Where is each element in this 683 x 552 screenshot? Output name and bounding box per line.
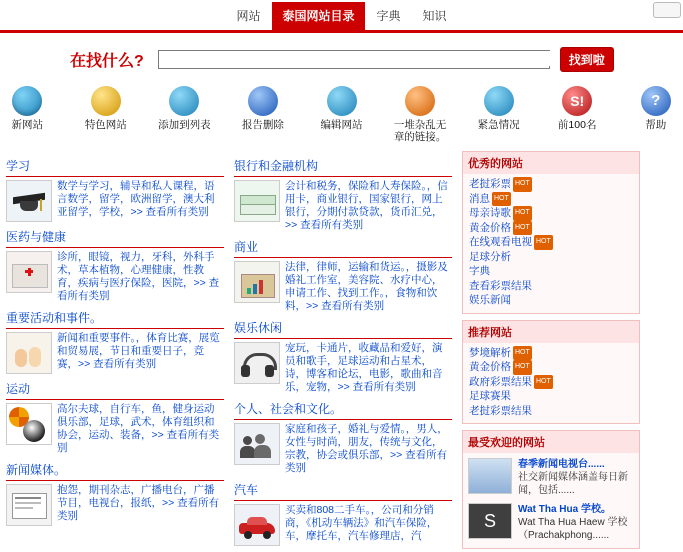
link-watch-tv-online[interactable]: 在线观看电视 — [469, 236, 532, 248]
quick-link-label: 紧急情况 — [477, 119, 520, 131]
search-submit-button[interactable]: 找到啦 — [560, 47, 614, 72]
help-icon: ? — [641, 86, 671, 116]
category-row — [6, 403, 224, 455]
search-bar — [0, 33, 683, 84]
emergency-icon — [484, 86, 514, 116]
link-government-lottery-results[interactable]: 政府彩票结果 — [469, 375, 532, 388]
category-links-study[interactable]: 数学与学习，辅导和私人课程，语言数学，留学，欧洲留学，澳大利亚留学，学校，>> 查看所有类别 — [57, 180, 215, 218]
panel-excellent-sites — [462, 151, 640, 314]
featured-sites-icon — [91, 86, 121, 116]
list-item — [469, 264, 633, 279]
tv-news-thumb — [468, 458, 512, 494]
category-links-events[interactable]: 新闻和重要事件。，体育比赛，展览和贸易展，节日和重要日子，竞赛，>> 查看所有类别 — [57, 332, 220, 370]
quick-link-label: 添加到列表 — [158, 119, 211, 131]
broken-links-icon — [405, 86, 435, 116]
quick-link-featured-sites[interactable] — [79, 86, 134, 143]
panel-most-popular-sites — [462, 430, 640, 549]
graduation-cap-icon — [6, 180, 52, 222]
wat-logo-thumb: S — [468, 503, 512, 539]
category-row — [234, 423, 452, 475]
panel-title: 最受欢迎的网站 — [463, 431, 639, 453]
quick-link-new-sites[interactable] — [0, 86, 55, 143]
link-lottery-results[interactable]: 查看彩票结果 — [469, 279, 532, 292]
list-item — [469, 404, 633, 419]
link-lottery-laos[interactable]: 老挝彩票 — [469, 178, 511, 190]
quick-link-label: 报告删除 — [241, 119, 284, 131]
list-item — [469, 375, 633, 390]
link-gold-price[interactable]: 黄金价格 — [469, 221, 511, 234]
category-title-sports[interactable]: 运动 — [6, 380, 224, 400]
category-links-personal-society[interactable]: 家庭和孩子，婚礼与爱情。，男人，女性与时尚，朋友，传统与文化，宗教，协会或俱乐部，>> 查看所有类别 — [285, 423, 448, 474]
add-to-list-icon — [169, 86, 199, 116]
list-item — [469, 293, 633, 308]
category-row — [234, 342, 452, 394]
browser-corner-control[interactable] — [653, 2, 681, 18]
category-links-sports[interactable]: 高尔夫球，自行车，鱼，健身运动俱乐部，足球，武术，体育组织和协会，运动、装备，>> 查看所有类别 — [57, 403, 220, 454]
category-row — [234, 261, 452, 313]
red-car-icon — [234, 504, 280, 546]
money-stack-icon — [234, 180, 280, 222]
link-mother-poems[interactable]: 母亲诗歌 — [469, 207, 511, 219]
top-navigation-bar — [0, 0, 683, 33]
category-row — [6, 180, 224, 222]
list-item — [469, 221, 633, 236]
tab-websites[interactable]: 网站 — [236, 9, 261, 23]
quick-link-add-to-list[interactable] — [157, 86, 212, 143]
panel-list — [463, 174, 639, 313]
category-links-banking-finance[interactable]: 会计和税务，保险和人寿保险。，信用卡，商业银行，国家银行，网上银行，分期付款贷款，货币汇兑，>> 查看所有类别 — [285, 180, 448, 231]
search-label: 在找什么? — [70, 53, 144, 70]
link-gold-price-2[interactable]: 黄金价格 — [469, 361, 511, 373]
directory-column-1 — [6, 151, 224, 532]
list-item — [469, 346, 633, 361]
quick-link-report-delete[interactable] — [236, 86, 291, 143]
quick-link-label: 一堆杂乱无章的链接。 — [393, 119, 447, 143]
popular-item-1[interactable] — [463, 453, 639, 503]
list-item — [469, 360, 633, 375]
panel-list — [463, 343, 639, 424]
family-group-icon — [234, 423, 280, 465]
category-title-entertainment[interactable]: 娱乐休闲 — [234, 319, 452, 339]
category-links-entertainment[interactable]: 宠玩，卡通片，收藏品和爱好，演员和歌手，足球运动和占星术，诗，博客和论坛，电影，歌曲和音乐，宠物，>> 查看所有类别 — [285, 342, 443, 393]
link-dream-interpretation[interactable]: 梦境解析 — [469, 346, 511, 359]
category-row — [6, 484, 224, 526]
hot-badge: HOT — [492, 192, 511, 207]
hands-clap-icon — [6, 332, 52, 374]
category-title-cars[interactable]: 汽车 — [234, 481, 452, 501]
category-links-news-media[interactable]: 抱怨，期刊杂志，广播电台，广播节目，电视台，报纸，>> 查看所有类别 — [57, 484, 220, 522]
category-row — [234, 504, 452, 546]
list-item — [469, 279, 633, 294]
link-laos-lottery-results[interactable]: 老挝彩票结果 — [469, 404, 532, 417]
quick-link-help[interactable] — [628, 86, 683, 143]
panel-title: 优秀的网站 — [463, 152, 639, 174]
hot-badge: HOT — [513, 346, 532, 361]
category-title-events[interactable]: 重要活动和事件。 — [6, 309, 224, 329]
search-input[interactable] — [159, 51, 553, 66]
list-item — [469, 250, 633, 265]
quick-link-label: 帮助 — [645, 119, 667, 131]
popular-item-1-link[interactable]: 春季新闻电视台...... — [518, 459, 605, 470]
category-title-medicine-health[interactable]: 医药与健康 — [6, 228, 224, 248]
sidebar-panels — [462, 151, 640, 549]
quick-link-broken-links[interactable] — [393, 86, 448, 143]
category-row — [6, 332, 224, 374]
list-item — [469, 206, 633, 221]
list-item — [469, 389, 633, 404]
list-item — [469, 177, 633, 192]
hot-badge: HOT — [513, 206, 532, 221]
category-row — [6, 251, 224, 303]
nav-tabs — [0, 0, 683, 30]
quick-link-label: 编辑网站 — [320, 119, 363, 131]
quick-link-emergency[interactable] — [471, 86, 526, 143]
category-title-news-media[interactable]: 新闻媒体。 — [6, 461, 224, 481]
new-sites-icon — [12, 86, 42, 116]
category-row — [234, 180, 452, 232]
first-aid-kit-icon — [6, 251, 52, 293]
briefcase-chart-icon — [234, 261, 280, 303]
search-input-wrapper[interactable] — [158, 50, 550, 69]
popular-item-2-desc: Wat Tha Hua Haew 学校（Prachakphong...... — [518, 517, 628, 541]
link-news[interactable]: 消息 — [469, 192, 490, 205]
report-delete-icon — [248, 86, 278, 116]
quick-link-label: 新网站 — [11, 119, 43, 131]
quick-links-icon-strip — [0, 84, 683, 151]
directory-column-2 — [234, 151, 452, 552]
quick-link-label: 特色网站 — [84, 119, 127, 131]
popular-item-1-desc: 社交新闻媒体涵盖每日新闻，包括...... — [518, 472, 628, 496]
quick-link-edit-site[interactable] — [314, 86, 369, 143]
tab-thai-directory[interactable]: 泰国网站目录 — [272, 2, 364, 30]
tab-knowledge[interactable]: 知识 — [422, 9, 447, 23]
link-entertainment-news[interactable]: 娱乐新闻 — [469, 294, 511, 306]
quick-link-label: 前100名 — [557, 119, 597, 131]
newspaper-icon — [6, 484, 52, 526]
category-title-banking-finance[interactable]: 银行和金融机构 — [234, 157, 452, 177]
headphones-icon — [234, 342, 280, 384]
panel-recommended-sites — [462, 320, 640, 425]
category-links-cars[interactable]: 买卖和808二手车。，公司和分销商，《机动车辆法》和汽车保险，车，摩托车，汽车修理店，汽 — [285, 504, 438, 542]
link-football-analysis[interactable]: 足球分析 — [469, 250, 511, 263]
sports-ball-icon — [6, 403, 52, 445]
link-dictionary[interactable]: 字典 — [469, 265, 490, 277]
category-title-business[interactable]: 商业 — [234, 238, 452, 258]
link-football-results[interactable]: 足球赛果 — [469, 390, 511, 402]
popular-item-2-link[interactable]: Wat Tha Hua 学校。 — [518, 504, 611, 515]
panel-title: 推荐网站 — [463, 321, 639, 343]
directory-columns — [0, 151, 683, 552]
category-title-personal-society[interactable]: 个人、社会和文化。 — [234, 400, 452, 420]
hot-badge: HOT — [513, 360, 532, 375]
tab-dictionary[interactable]: 字典 — [376, 9, 401, 23]
hot-badge: HOT — [513, 221, 532, 236]
list-item — [469, 192, 633, 207]
hot-badge: HOT — [513, 177, 532, 192]
quick-link-top100[interactable] — [550, 86, 605, 143]
edit-site-icon — [327, 86, 357, 116]
top100-icon: S! — [562, 86, 592, 116]
category-title-study[interactable]: 学习 — [6, 157, 224, 177]
category-links-medicine-health[interactable]: 诊所，眼镜，视力，牙科，外科手术，草本植物，心理健康，性教育，疾病与医疗保险，医院，>> 查看所有类别 — [57, 251, 220, 302]
category-links-business[interactable]: 法律，律师，运输和货运。，摄影及婚礼工作室，美容院、水疗中心，申请工作、找到工作。，食物和饮料，>> 查看所有类别 — [285, 261, 448, 312]
list-item — [469, 235, 633, 250]
hot-badge: HOT — [534, 235, 553, 250]
popular-item-2[interactable] — [463, 503, 639, 548]
hot-badge: HOT — [534, 375, 553, 390]
